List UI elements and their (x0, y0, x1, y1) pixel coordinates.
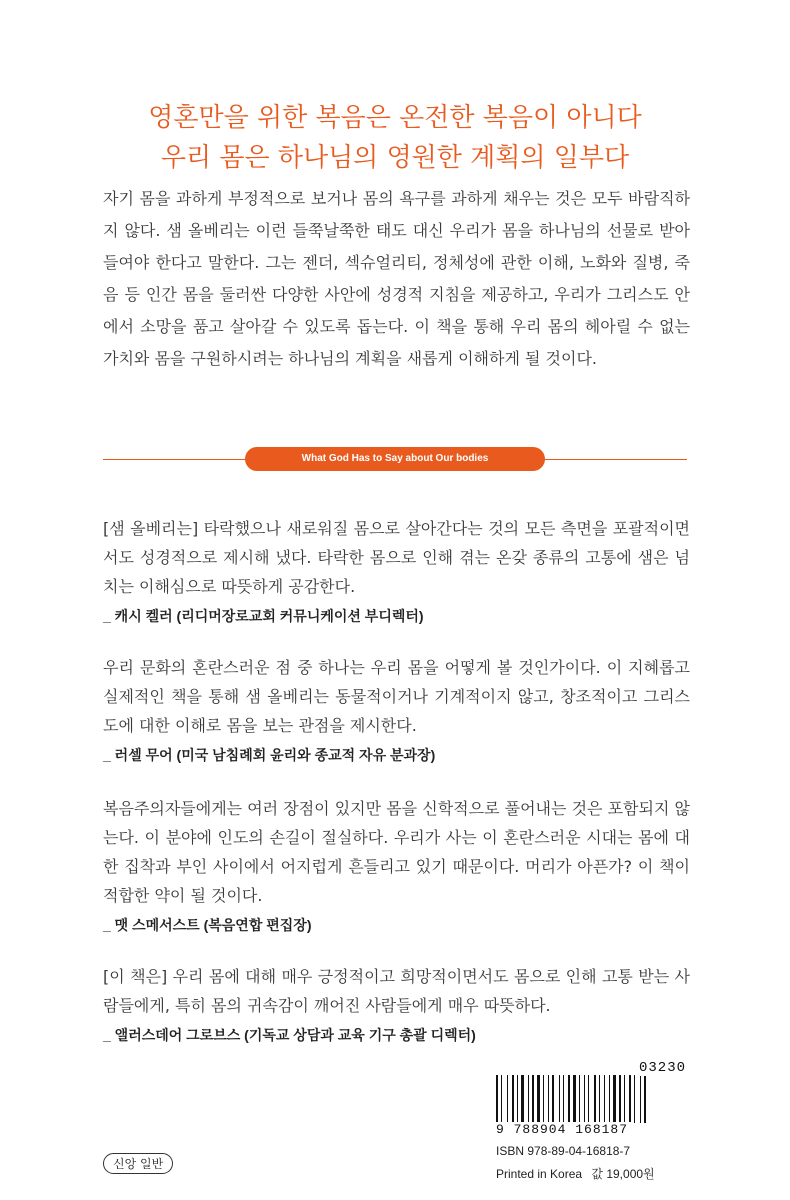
headline-line-1: 영혼만을 위한 복음은 온전한 복음이 아니다 (148, 103, 642, 133)
endorsement-author: _ 러셀 무어 (미국 남침례회 윤리와 종교적 자유 분과장) (103, 747, 436, 763)
endorsement-text: [이 책은] 우리 몸에 대해 매우 긍정적이고 희망적이면서도 몸으로 인해 고통 받는 사람들에게, 특히 몸의 귀속감이 깨어진 사람들에게 매우 따뜻하다. (103, 967, 690, 1015)
endorsement-author: _ 앨러스데어 그로브스 (기독교 상담과 교육 기구 총괄 디렉터) (103, 1027, 476, 1043)
isbn-barcode (496, 1060, 686, 1138)
price-label: 값 19,000원 (591, 1167, 655, 1181)
endorsement-text: [샘 올베리는] 타락했으나 새로워질 몸으로 살아간다는 것의 모든 측면을 포괄적이면서도 성경적으로 제시해 냈다. 타락한 몸으로 인해 겪는 온갖 종류의 고통에 샘은 넘치는 이해심으로 따뜻하게 공감한다. (103, 519, 690, 596)
price-code: 03230 (635, 1060, 686, 1076)
endorsement (103, 962, 690, 1045)
intro-paragraph: 자기 몸을 과하게 부정적으로 보거나 몸의 욕구를 과하게 채우는 것은 모두 바람직하지 않다. 샘 올베리는 이런 들쭉날쭉한 태도 대신 우리가 몸을 하나님의 선물로 받아들여야 한다고 말한다. 그는 젠더, 섹슈얼리티, 정체성에 관한 이해, 노화와 질병, 죽음 등 인간 몸을 둘러싼 다양한 사안에 성경적 지침을 제공하고, 우리가 그리스도 안에서 소망을 품고 살아갈 수 있도록 돕는다. 이 책을 통해 우리 몸의 헤아릴 수 없는 가치와 몸을 구원하시려는 하나님의 계획을 새롭게 이해하게 될 것이다. (103, 189, 690, 368)
divider-label: What God Has to Say about Our bodies (245, 447, 545, 471)
headline-line-2: 우리 몸은 하나님의 영원한 계획의 일부다 (160, 143, 630, 173)
printed-in-korea: Printed in Korea (496, 1167, 583, 1181)
divider-line-right (542, 459, 687, 460)
isbn-number: ISBN 978-89-04-16818-7 (496, 1144, 631, 1158)
endorsement-author: _ 캐시 켈러 (리디머장로교회 커뮤니케이션 부디렉터) (103, 608, 424, 624)
endorsement-author: _ 맷 스메서스트 (복음연합 편집장) (103, 917, 312, 933)
endorsement (103, 514, 690, 626)
endorsement-text: 우리 문화의 혼란스러운 점 중 하나는 우리 몸을 어떻게 볼 것인가이다. 이 지혜롭고 실제적인 책을 통해 샘 올베리는 동물적이거나 기계적이지 않고, 창조적이고 그리스도에 대한 이해로 몸을 보는 관점을 제시한다. (103, 658, 690, 735)
endorsement-text: 복음주의자들에게는 여러 장점이 있지만 몸을 신학적으로 풀어내는 것은 포함되지 않는다. 이 분야에 인도의 손길이 절실하다. 우리가 사는 이 혼란스러운 시대는 몸에 대한 집착과 부인 사이에서 어지럽게 흔들리고 있기 때문이다. 머리가 아픈가? 이 책이 적합한 약이 될 것이다. (103, 799, 690, 905)
endorsement (103, 653, 690, 765)
print-info (496, 1165, 655, 1182)
barcode-digits: 9 788904 168187 (496, 1122, 632, 1137)
category-badge: 신앙 일반 (103, 1153, 173, 1174)
divider-line-left (103, 459, 248, 460)
endorsement (103, 794, 690, 935)
